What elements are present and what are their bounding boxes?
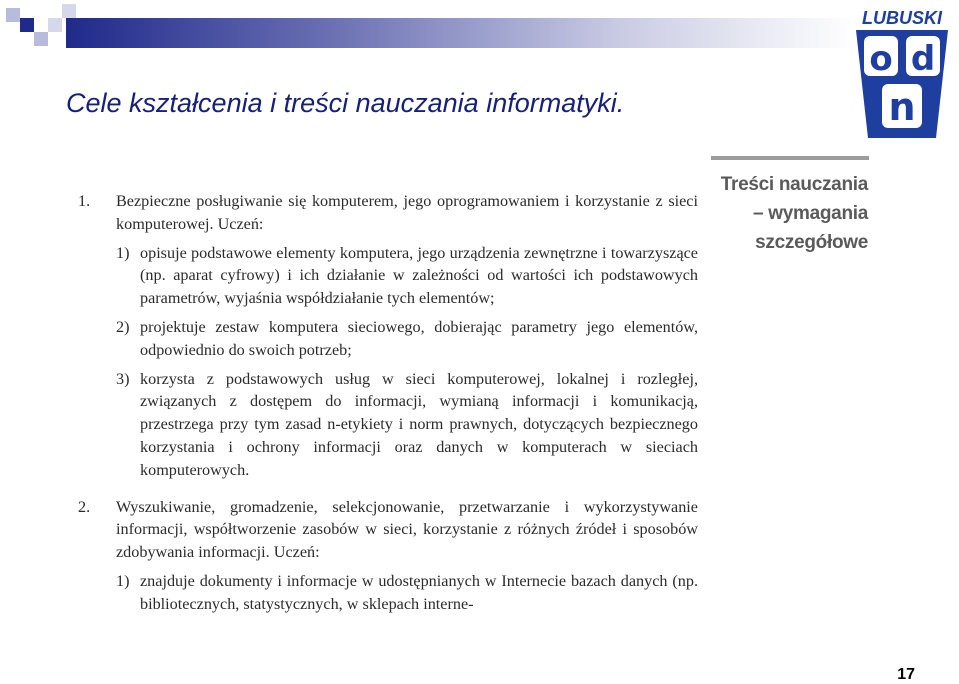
decor-square (6, 8, 20, 22)
side-tag-line: – wymagania (753, 203, 868, 224)
sub-item-text: znajduje dokumenty i informacje w udostępnianych w Internecie bazach danych (np. bibliotecznych, statystycznych, w sklepach interne- (140, 571, 698, 613)
logo-letter: d (910, 39, 936, 79)
list-item (74, 190, 698, 482)
sub-item-number: 1) (116, 571, 130, 590)
list-item (74, 496, 698, 616)
sub-item-number: 1) (116, 243, 130, 262)
logo-letter: o (869, 39, 893, 79)
sub-item-number: 2) (116, 317, 130, 336)
lubuski-odn-logo (852, 6, 952, 142)
decor-square (20, 18, 34, 32)
decor-square (48, 18, 62, 32)
side-tag-line: Treści nauczania (720, 174, 868, 195)
item-text: Bezpieczne posługiwanie się komputerem, jego oprogramowaniem i korzystanie z sieci komputerowej. Uczeń: (116, 192, 698, 233)
sub-item-text: korzysta z podstawowych usług w sieci komputerowej, lokalnej i rozległej, związanych z dostępem do informacji, wymianą informacji i komunikacją, przestrzega przy tym zasad n-etykiety i norm prawnych, dotyczących bezpiecznego korzystania i ochrony informacji oraz danych w komputerach w sieciach komputerowych. (140, 369, 698, 479)
slide-title: Cele kształcenia i treści nauczania informatyki. (66, 88, 625, 118)
sub-item-text: projektuje zestaw komputera sieciowego, dobierając parametry jego elementów, odpowiednio do swoich potrzeb; (140, 317, 698, 359)
page-number: 17 (897, 666, 915, 683)
sub-list-item (116, 242, 698, 310)
curriculum-excerpt (74, 190, 698, 624)
sub-item-number: 3) (116, 369, 130, 388)
side-tag-line: szczegółowe (755, 232, 868, 253)
sub-list-item (116, 316, 698, 362)
sub-item-text: opisuje podstawowe elementy komputera, jego urządzenia zewnętrzne i towarzyszące (np. aparat cyfrowy) i ich działanie w zależności od wartości ich podstawowych parametrów, wyjaśnia współdziałanie tych elementów; (140, 243, 698, 308)
sub-list-item (116, 570, 698, 616)
item-text: Wyszukiwanie, gromadzenie, selekcjonowanie, przetwarzanie i wykorzystywanie informacji, współtworzenie zasobów w sieci, korzystanie z różnych źródeł i sposobów zdobywania informacji. Uczeń: (116, 497, 698, 562)
item-number: 1. (78, 192, 91, 210)
item-number: 2. (78, 497, 91, 516)
side-tag (700, 170, 868, 257)
sub-list-item (116, 368, 698, 482)
decor-square (62, 4, 76, 18)
header-gradient-bar (66, 18, 856, 48)
logo-text: LUBUSKI (862, 8, 942, 28)
logo-letter: n (888, 85, 916, 129)
decor-square (34, 32, 48, 46)
side-tag-rule (711, 156, 869, 160)
